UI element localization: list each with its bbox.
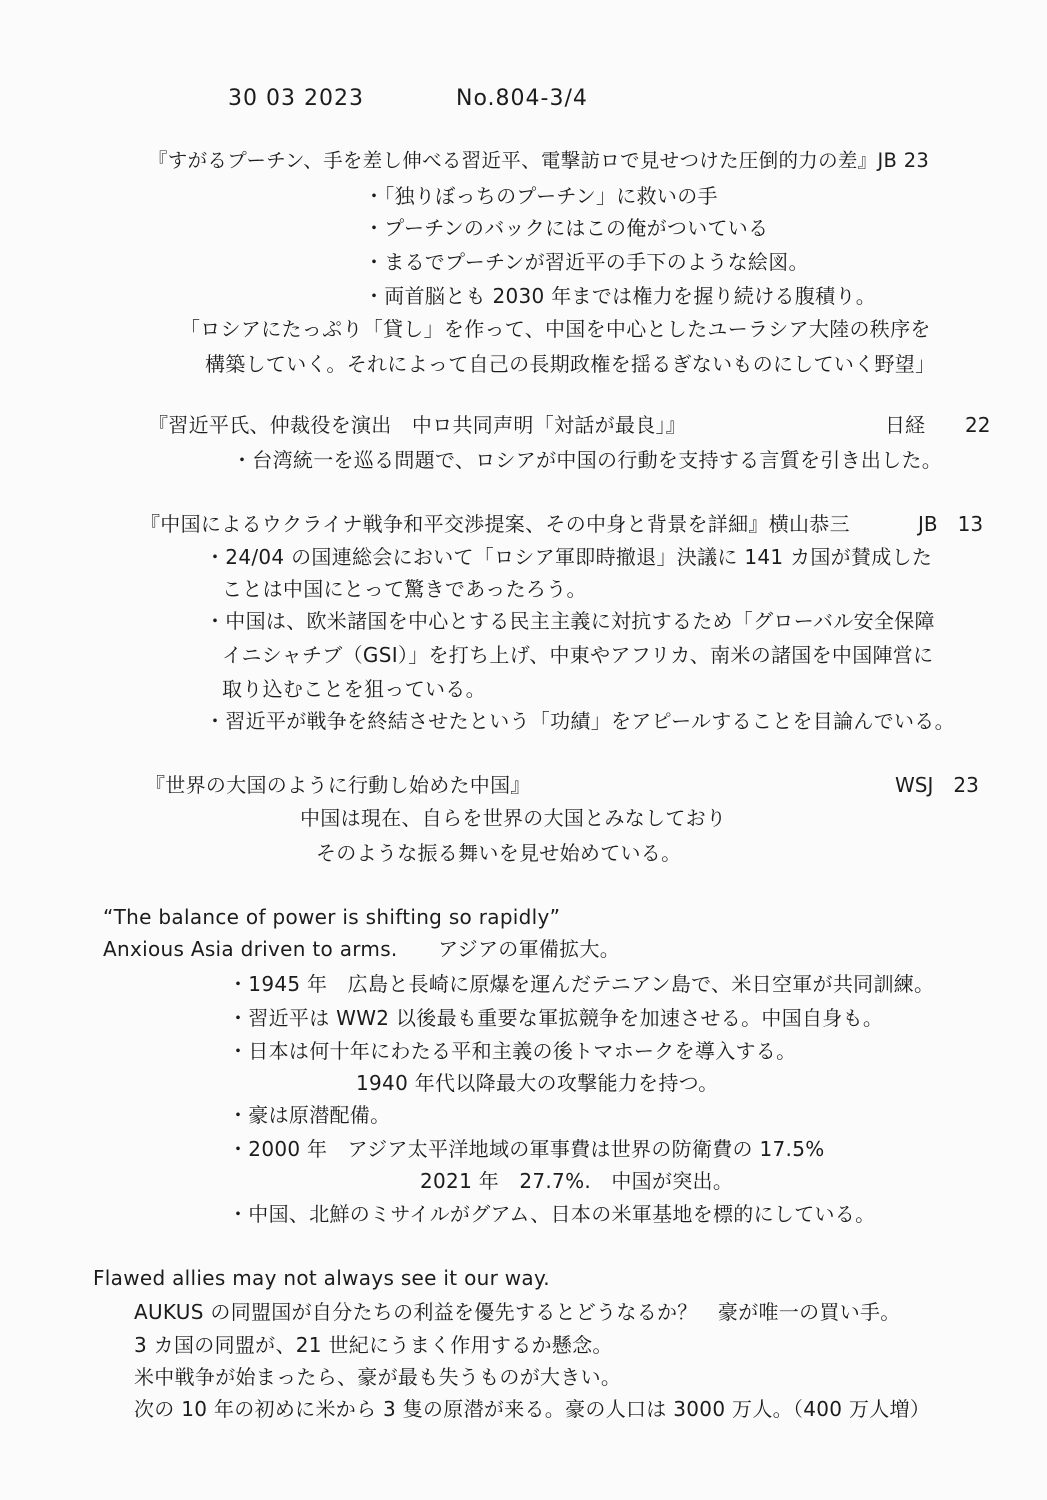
bullet-continuation: 2021 年 27.7%. 中国が突出。 xyxy=(420,1169,734,1193)
bullet-item: ・習近平は WW2 以後最も重要な軍拡競争を加速させる。中国自身も。 xyxy=(228,1006,884,1030)
bullet-item: ・中国、北鮮のミサイルがグアム、日本の米軍基地を標的にしている。 xyxy=(228,1202,876,1226)
document-number: No.804-3/4 xyxy=(456,86,588,111)
bullet-item: ・習近平が戦争を終結させたという「功績」をアピールすることを目論んでいる。 xyxy=(205,709,955,733)
english-subtitle: Anxious Asia driven to arms. アジアの軍備拡大。 xyxy=(103,937,621,961)
article-title-1: 『すがるプーチン、手を差し伸べる習近平、電撃訪ロで見せつけた圧倒的力の差』JB 23 xyxy=(148,149,930,172)
bullet-item: ・24/04 の国連総会において「ロシア軍即時撤退」決議に 141 カ国が賛成した xyxy=(205,545,933,569)
body-line: 中国は現在、自らを世界の大国とみなしており xyxy=(300,806,727,830)
article-source-3: JB 13 xyxy=(918,512,984,536)
body-line: 3 カ国の同盟が、21 世紀にうまく作用するか懸念。 xyxy=(134,1333,613,1357)
body-line: そのような振る舞いを見せ始めている。 xyxy=(316,841,682,865)
body-line: 米中戦争が始まったら、豪が最も失うものが大きい。 xyxy=(134,1365,622,1389)
bullet-item: ・台湾統一を巡る問題で、ロシアが中国の行動を支持する言質を引き出した。 xyxy=(232,448,943,472)
bullet-item: ・豪は原潜配備。 xyxy=(228,1103,391,1127)
english-quote: “The balance of power is shifting so rapidly” xyxy=(103,905,561,929)
article-source-4: WSJ 23 xyxy=(895,773,979,797)
bullet-item: ・まるでプーチンが習近平の手下のような絵図。 xyxy=(364,250,809,274)
english-heading: Flawed allies may not always see it our way. xyxy=(93,1266,550,1290)
quote-line: 構築していく。それによって自己の長期政権を揺るぎないものにしていく野望」 xyxy=(205,352,936,376)
bullet-continuation: イニシャチブ（GSI）」を打ち上げ、中東やアフリカ、南米の諸国を中国陣営に xyxy=(222,643,934,667)
bullet-continuation: 1940 年代以降最大の攻撃能力を持つ。 xyxy=(356,1071,719,1095)
body-line: AUKUS の同盟国が自分たちの利益を優先するとどうなるか？ 豪が唯一の買い手。 xyxy=(134,1300,901,1324)
article-source-2: 日経 22 xyxy=(885,413,991,437)
bullet-continuation: ことは中国にとって驚きであったろう。 xyxy=(222,577,587,601)
bullet-item: ・日本は何十年にわたる平和主義の後トマホークを導入する。 xyxy=(228,1039,797,1063)
body-line: 次の 10 年の初めに米から 3 隻の原潜が来る。豪の人口は 3000 万人。（400 万人増） xyxy=(134,1397,931,1421)
bullet-item: ・2000 年 アジア太平洋地域の軍事費は世界の防衛費の 17.5% xyxy=(228,1137,825,1161)
quote-line: 「ロシアにたっぷり「貸し」を作って、中国を中心としたユーラシア大陸の秩序を xyxy=(180,317,931,341)
bullet-item: ・1945 年 広島と長崎に原爆を運んだテニアン島で、米日空軍が共同訓練。 xyxy=(228,972,935,996)
bullet-item: ・両首脳とも 2030 年までは権力を握り続ける腹積り。 xyxy=(364,284,877,308)
article-title-3: 『中国によるウクライナ戦争和平交渉提案、その中身と背景を詳細』横山恭三 xyxy=(140,512,850,536)
bullet-continuation: 取り込むことを狙っている。 xyxy=(222,677,486,701)
bullet-item: ・中国は、欧米諸国を中心とする民主主義に対抗するため「グローバル安全保障 xyxy=(205,609,935,633)
article-title-2: 『習近平氏、仲裁役を演出 中ロ共同声明「対話が最良」』 xyxy=(148,413,687,437)
article-title-4: 『世界の大国のように行動し始めた中国』 xyxy=(145,773,531,797)
bullet-item: ・プーチンのバックにはこの俺がついている xyxy=(364,216,769,240)
bullet-item: ・「独りぼっちのプーチン」に救いの手 xyxy=(364,184,718,208)
document-date: 30 03 2023 xyxy=(228,86,364,111)
